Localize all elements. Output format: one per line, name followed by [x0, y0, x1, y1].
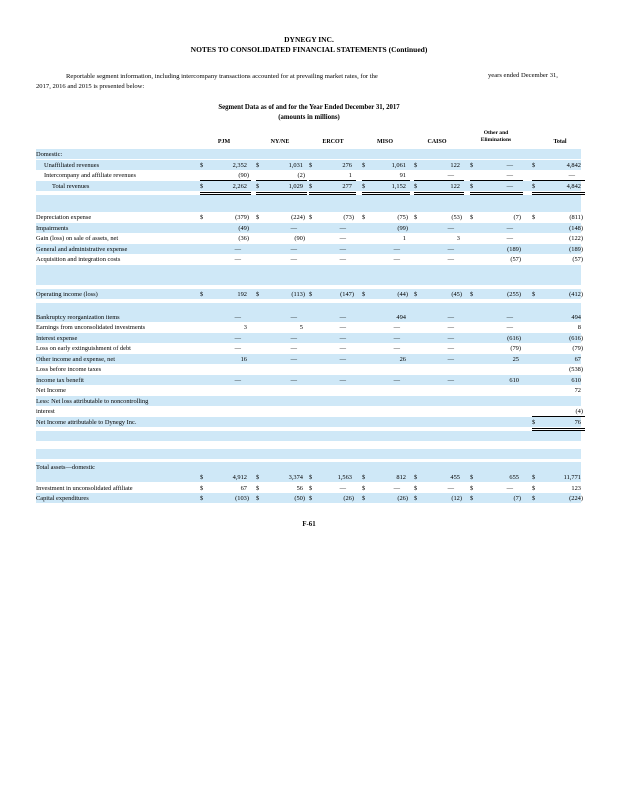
table-row: [36, 376, 581, 386]
table-cell: —: [290, 356, 297, 363]
table-cell: 1: [402, 235, 406, 242]
dollar-sign: $: [309, 183, 313, 190]
subtotal-underline: [414, 180, 464, 181]
table-cell: (53): [451, 214, 462, 221]
row-label: Unaffiliated revenues: [44, 162, 100, 169]
table-cell: 610: [509, 377, 519, 384]
table-cell: (90): [238, 172, 249, 179]
table-cell: —: [447, 246, 454, 253]
table-cell: (379): [235, 214, 249, 221]
table-cell: —: [393, 335, 400, 342]
table-cell: 91: [399, 172, 406, 179]
table-cell: —: [506, 225, 513, 232]
row-band: [36, 431, 581, 441]
table-cell: —: [290, 256, 297, 263]
table-cell: —: [393, 246, 400, 253]
table-row: [36, 334, 581, 344]
table-cell: —: [447, 485, 454, 492]
dollar-sign: $: [200, 183, 204, 190]
row-label: Bankruptcy reorganization items: [36, 314, 120, 321]
total-double-underline: [414, 194, 464, 195]
table-cell: —: [290, 225, 297, 232]
dollar-sign: $: [414, 162, 418, 169]
subtotal-underline: [200, 180, 251, 181]
dollar-sign: $: [256, 291, 260, 298]
row-label: Earnings from unconsolidated investments: [36, 324, 146, 331]
table-cell: (412): [569, 291, 583, 298]
table-cell: 4,842: [566, 183, 581, 190]
table-cell: 8: [577, 324, 581, 331]
table-cell: (79): [510, 345, 521, 352]
table-cell: —: [339, 314, 346, 321]
row-label: Total assets—domestic: [36, 464, 96, 471]
table-cell: —: [339, 246, 346, 253]
dollar-sign: $: [309, 495, 313, 502]
subtotal-underline: [309, 180, 356, 181]
total-double-underline: [309, 194, 356, 195]
dollar-sign: $: [470, 495, 474, 502]
table-cell: —: [506, 235, 513, 242]
table-cell: (224): [569, 495, 583, 502]
total-double-underline: [256, 194, 307, 195]
table-cell: (26): [397, 495, 408, 502]
company-name: DYNEGY INC.: [284, 35, 334, 44]
table-row: [36, 245, 581, 255]
dollar-sign: $: [256, 214, 260, 221]
dollar-sign: $: [532, 495, 536, 502]
table-cell: (57): [510, 256, 521, 263]
table-cell: (90): [294, 235, 305, 242]
table-cell: (811): [569, 214, 583, 221]
total-double-underline: [362, 192, 410, 193]
table-cell: 16: [240, 356, 247, 363]
table-cell: —: [290, 345, 297, 352]
row-label: Less: Net loss attributable to noncontrolling: [36, 398, 149, 405]
table-cell: —: [506, 324, 513, 331]
row-label: General and administrative expense: [36, 246, 128, 253]
dollar-sign: $: [309, 162, 313, 169]
table-cell: 494: [571, 314, 581, 321]
dollar-sign: $: [256, 485, 260, 492]
table-cell: 277: [342, 183, 352, 190]
table-cell: (44): [397, 291, 408, 298]
table-cell: (122): [569, 235, 583, 242]
table-cell: —: [339, 377, 346, 384]
table-cell: —: [234, 335, 241, 342]
table-cell: (147): [340, 291, 354, 298]
dollar-sign: $: [532, 419, 536, 426]
table-cell: —: [393, 256, 400, 263]
table-row: [36, 355, 581, 365]
table-cell: —: [393, 485, 400, 492]
table-cell: —: [506, 314, 513, 321]
dollar-sign: $: [414, 474, 418, 481]
column-header-2: ERCOT: [322, 139, 344, 145]
table-cell: —: [234, 314, 241, 321]
table-cell: —: [339, 324, 346, 331]
table-cell: 4,842: [566, 162, 581, 169]
table-cell: (103): [235, 495, 249, 502]
row-label: Net Income attributable to Dynegy Inc.: [36, 419, 137, 426]
dollar-sign: $: [470, 214, 474, 221]
table-cell: —: [234, 377, 241, 384]
column-header-1: NY/NE: [270, 139, 290, 145]
table-cell: —: [234, 246, 241, 253]
table-cell: 3: [243, 324, 247, 331]
table-cell: (224): [291, 214, 305, 221]
table-cell: (57): [572, 256, 583, 263]
row-band: [36, 449, 581, 459]
row-label: Loss before income taxes: [36, 366, 102, 373]
table-cell: 26: [399, 356, 406, 363]
dollar-sign: $: [414, 485, 418, 492]
row-label: Income tax benefit: [36, 377, 84, 384]
intro-paragraph: [36, 72, 466, 91]
table-cell: (73): [343, 214, 354, 221]
dollar-sign: $: [309, 214, 313, 221]
row-label: Domestic:: [36, 151, 63, 158]
dollar-sign: $: [309, 291, 313, 298]
table-cell: (2): [297, 172, 305, 179]
table-cell: —: [339, 225, 346, 232]
table-cell: 3: [456, 235, 460, 242]
dollar-sign: $: [256, 162, 260, 169]
dollar-sign: $: [309, 474, 313, 481]
table-row: [36, 150, 581, 160]
table-cell: —: [568, 172, 575, 179]
table-cell: (50): [294, 495, 305, 502]
page-number: F-61: [302, 521, 316, 528]
table-cell: (255): [507, 291, 521, 298]
table-cell: 72: [574, 387, 581, 394]
table-cell: (49): [238, 225, 249, 232]
intro-line-1: Reportable segment information, including intercompany transactions accounted for at prevailing market rates, for the: [66, 73, 378, 80]
table-row: [36, 418, 581, 428]
dollar-sign: $: [532, 183, 536, 190]
dollar-sign: $: [532, 291, 536, 298]
dollar-sign: $: [414, 183, 418, 190]
dollar-sign: $: [532, 162, 536, 169]
column-header-6: Total: [553, 139, 567, 145]
dollar-sign: $: [200, 485, 204, 492]
dollar-sign: $: [532, 485, 536, 492]
row-band: [36, 202, 581, 212]
notes-subtitle: NOTES TO CONSOLIDATED FINANCIAL STATEMENTS (Continued): [190, 45, 428, 54]
table-row: [36, 397, 581, 407]
table-cell: —: [290, 246, 297, 253]
row-band: [36, 275, 581, 285]
table-row: [36, 407, 581, 417]
table-cell: —: [447, 256, 454, 263]
table-cell: —: [339, 356, 346, 363]
column-header-4: CAISO: [427, 139, 447, 145]
row-label: Intercompany and affiliate revenues: [44, 172, 136, 179]
table-cell: 3,374: [288, 474, 303, 481]
dollar-sign: $: [256, 495, 260, 502]
dollar-sign: $: [362, 474, 366, 481]
dollar-sign: $: [200, 162, 204, 169]
dollar-sign: $: [200, 291, 204, 298]
dollar-sign: $: [256, 183, 260, 190]
table-cell: (616): [507, 335, 521, 342]
row-label: Depreciation expense: [36, 214, 92, 221]
table-cell: —: [339, 485, 346, 492]
table-cell: —: [447, 225, 454, 232]
total-double-underline: [532, 194, 585, 195]
table-cell: 1,061: [391, 162, 406, 169]
table-cell: —: [447, 377, 454, 384]
row-label: Operating income (loss): [36, 291, 98, 298]
table-cell: (12): [451, 495, 462, 502]
table-row: [36, 255, 581, 265]
table-cell: —: [234, 256, 241, 263]
table-cell: 122: [450, 162, 460, 169]
dollar-sign: $: [200, 214, 204, 221]
table-cell: (99): [397, 225, 408, 232]
table-cell: (148): [569, 225, 583, 232]
table-cell: 276: [342, 162, 352, 169]
total-double-underline: [362, 194, 410, 195]
table-row: [36, 386, 581, 396]
column-header-0: PJM: [217, 139, 231, 145]
table-cell: 192: [237, 291, 247, 298]
table-row: [36, 313, 581, 323]
table-row: [36, 323, 581, 333]
table-cell: 2,352: [232, 162, 247, 169]
table-cell: —: [506, 183, 513, 190]
row-label: Interest expense: [36, 335, 78, 342]
total-double-underline: [532, 192, 585, 193]
table-cell: —: [290, 377, 297, 384]
table-cell: —: [447, 356, 454, 363]
row-label: Acquisition and integration costs: [36, 256, 121, 263]
table-cell: —: [506, 172, 513, 179]
table-cell: 1,563: [337, 474, 352, 481]
dollar-sign: $: [362, 214, 366, 221]
table-cell: —: [393, 345, 400, 352]
table-cell: 11,771: [563, 474, 581, 481]
table-title: Segment Data as of and for the Year Ended December 31, 2017: [218, 104, 400, 111]
intro-line-2: 2017, 2016 and 2015 is presented below:: [36, 82, 145, 90]
table-cell: 1: [348, 172, 352, 179]
table-row: [36, 234, 581, 244]
row-label: interest: [36, 408, 55, 415]
dollar-sign: $: [532, 214, 536, 221]
table-cell: 655: [509, 474, 519, 481]
total-double-underline: [414, 192, 464, 193]
table-cell: —: [447, 314, 454, 321]
dollar-sign: $: [470, 291, 474, 298]
table-cell: (79): [572, 345, 583, 352]
table-cell: (7): [513, 214, 521, 221]
table-subtitle: (amounts in millions): [278, 114, 340, 121]
table-cell: (538): [569, 366, 583, 373]
table-cell: (616): [569, 335, 583, 342]
dollar-sign: $: [362, 495, 366, 502]
table-cell: 76: [574, 419, 581, 426]
row-label: Impairments: [36, 225, 69, 232]
total-double-underline: [200, 192, 251, 193]
table-cell: (113): [291, 291, 305, 298]
row-label: Net Income: [36, 387, 66, 394]
subtotal-underline: [470, 180, 523, 181]
table-cell: —: [393, 377, 400, 384]
dollar-sign: $: [200, 474, 204, 481]
dollar-sign: $: [470, 183, 474, 190]
total-double-underline: [470, 194, 523, 195]
table-cell: 610: [571, 377, 581, 384]
table-cell: —: [339, 345, 346, 352]
table-cell: 1,029: [288, 183, 303, 190]
table-cell: (45): [451, 291, 462, 298]
dollar-sign: $: [362, 183, 366, 190]
table-cell: —: [447, 345, 454, 352]
column-header-3: MISO: [376, 139, 393, 145]
table-cell: —: [447, 324, 454, 331]
row-band: [36, 265, 581, 275]
table-cell: (4): [575, 408, 583, 415]
table-cell: 56: [296, 485, 303, 492]
table-cell: 25: [512, 356, 519, 363]
table-cell: —: [339, 235, 346, 242]
dollar-sign: $: [532, 474, 536, 481]
table-cell: 67: [574, 356, 581, 363]
table-cell: 455: [450, 474, 460, 481]
net-income-double-underline: [532, 428, 585, 429]
table-cell: 1,031: [288, 162, 303, 169]
dollar-sign: $: [414, 495, 418, 502]
table-cell: —: [339, 335, 346, 342]
row-label: Capital expenditures: [36, 495, 89, 502]
table-cell: —: [290, 335, 297, 342]
dollar-sign: $: [362, 291, 366, 298]
table-cell: —: [447, 172, 454, 179]
dollar-sign: $: [414, 214, 418, 221]
table-cell: (75): [397, 214, 408, 221]
total-double-underline: [256, 192, 307, 193]
net-income-underline: [532, 416, 585, 417]
years-ended-text: years ended December 31,: [488, 72, 558, 79]
row-label: Investment in unconsolidated affiliate: [36, 485, 133, 492]
table-cell: 812: [396, 474, 406, 481]
table-cell: 2,262: [232, 183, 247, 190]
table-cell: (26): [343, 495, 354, 502]
dollar-sign: $: [470, 162, 474, 169]
row-label: Gain (loss) on sale of assets, net: [36, 235, 119, 242]
subtotal-underline: [532, 180, 585, 181]
subtotal-underline: [256, 180, 307, 181]
row-label: Loss on early extinguishment of debt: [36, 345, 131, 352]
dollar-sign: $: [362, 162, 366, 169]
dollar-sign: $: [470, 485, 474, 492]
row-label: Other income and expense, net: [36, 356, 115, 363]
dollar-sign: $: [362, 485, 366, 492]
table-cell: 494: [396, 314, 406, 321]
table-cell: (7): [513, 495, 521, 502]
table-cell: (189): [507, 246, 521, 253]
table-cell: —: [339, 256, 346, 263]
dollar-sign: $: [414, 291, 418, 298]
table-row: [36, 224, 581, 234]
dollar-sign: $: [309, 485, 313, 492]
total-double-underline: [200, 194, 251, 195]
table-cell: —: [290, 314, 297, 321]
table-row: [36, 344, 581, 354]
table-cell: (36): [238, 235, 249, 242]
table-cell: 4,912: [232, 474, 247, 481]
table-cell: 67: [240, 485, 247, 492]
net-income-double-underline: [532, 430, 585, 431]
dollar-sign: $: [200, 495, 204, 502]
subtotal-underline: [362, 180, 410, 181]
table-cell: —: [506, 485, 513, 492]
table-row: [36, 463, 581, 473]
dollar-sign: $: [470, 474, 474, 481]
table-cell: (189): [569, 246, 583, 253]
table-cell: —: [447, 335, 454, 342]
column-header-5: Other and Eliminations: [480, 130, 512, 143]
table-cell: 1,152: [391, 183, 406, 190]
table-row: [36, 365, 581, 375]
total-double-underline: [470, 192, 523, 193]
table-cell: —: [506, 162, 513, 169]
row-label: Total revenues: [52, 183, 90, 190]
table-cell: 123: [571, 485, 581, 492]
table-cell: 122: [450, 183, 460, 190]
dollar-sign: $: [256, 474, 260, 481]
table-cell: —: [393, 324, 400, 331]
table-cell: —: [234, 345, 241, 352]
total-double-underline: [309, 192, 356, 193]
table-cell: 5: [299, 324, 303, 331]
